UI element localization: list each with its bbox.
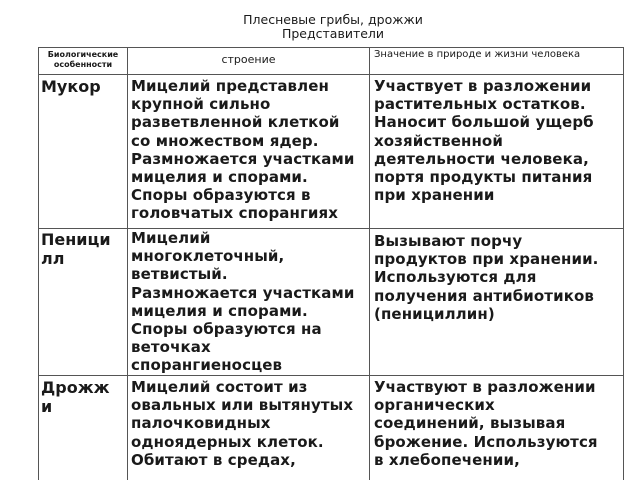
row-mucor-name bbox=[41, 77, 127, 227]
row-mucor-structure-line-3: разветвленной клеткой bbox=[131, 113, 340, 132]
header-role: Значение в природе и жизни человека bbox=[374, 49, 581, 60]
row-mucor-structure-line-5: Размножается участками bbox=[131, 149, 355, 168]
row-penicillium-structure-line-6: Споры образуются на bbox=[131, 320, 322, 339]
row-penicillium-structure bbox=[131, 229, 369, 375]
header-features bbox=[39, 50, 127, 74]
row-mucor-role-line-2: растительных остатков. bbox=[374, 95, 586, 114]
row-penicillium-role-line-4: получения антибиотиков bbox=[374, 286, 594, 305]
row-mucor-structure-line-4: со множеством ядер. bbox=[131, 131, 319, 150]
row-penicillium-role-line-2: продуктов при хранении. bbox=[374, 250, 599, 269]
row-yeast-role-line-2: органических bbox=[374, 396, 495, 415]
row-mucor-structure-line-8: головчатых спорангиях bbox=[131, 204, 339, 223]
row-penicillium-structure-line-3: ветвистый. bbox=[131, 265, 228, 284]
row-yeast-structure-line-5: Обитают в средах, bbox=[131, 450, 296, 469]
row-mucor-role-line-3: Наносит большой ущерб bbox=[374, 113, 594, 132]
row-yeast-name bbox=[41, 378, 127, 478]
row-mucor-structure-line-2: крупной сильно bbox=[131, 95, 271, 114]
row-yeast-role-line-3: соединений, вызывая bbox=[374, 414, 566, 433]
header-structure: строение bbox=[221, 53, 276, 66]
row-yeast-name-line-2: и bbox=[41, 397, 53, 416]
row-yeast-structure-line-3: палочковидных bbox=[131, 414, 271, 433]
title-line-1: Плесневые грибы, дрожжи bbox=[243, 12, 423, 27]
row-penicillium-structure-line-1: Мицелий bbox=[131, 229, 211, 247]
row-penicillium-role-line-1: Вызывают порчу bbox=[374, 232, 523, 250]
row-mucor-structure bbox=[131, 77, 369, 227]
comparison-table bbox=[38, 47, 624, 480]
row-mucor-role-line-7: при хранении bbox=[374, 186, 495, 205]
header-features-line-1: Биологические bbox=[47, 50, 119, 59]
row-penicillium-structure-line-8: спорангиеносцев bbox=[131, 356, 283, 375]
row-yeast-role-line-4: брожение. Используются bbox=[374, 432, 598, 451]
row-mucor-role bbox=[374, 77, 623, 227]
row-yeast-role-line-1: Участвуют в разложении bbox=[374, 378, 596, 396]
row-mucor-role-line-5: деятельности человека, bbox=[374, 149, 589, 168]
row-penicillium-name bbox=[41, 230, 127, 374]
row-mucor-role-line-6: портя продукты питания bbox=[374, 168, 593, 187]
row-mucor-structure-line-6: мицелия и спорами. bbox=[131, 168, 308, 187]
row-penicillium-structure-line-2: многоклеточный, bbox=[131, 247, 285, 266]
row-penicillium-name-line-2: лл bbox=[41, 249, 65, 268]
row-mucor-name-line-1: Мукор bbox=[41, 77, 101, 96]
row-penicillium-role bbox=[374, 232, 623, 372]
row-penicillium-structure-line-4: Размножается участками bbox=[131, 283, 355, 302]
row-penicillium-structure-line-7: веточках bbox=[131, 338, 211, 357]
row-yeast-role bbox=[374, 378, 623, 480]
row-mucor-structure-line-7: Споры образуются в bbox=[131, 186, 311, 205]
row-yeast-structure-line-1: Мицелий состоит из bbox=[131, 378, 308, 396]
page-title bbox=[0, 13, 640, 41]
row-penicillium-role-line-3: Используются для bbox=[374, 268, 537, 287]
row-yeast-name-line-1: Дрожж bbox=[41, 378, 110, 397]
header-features-line-2: особенности bbox=[53, 60, 113, 69]
title-line-2: Представители bbox=[281, 26, 385, 41]
row-yeast-structure-line-2: овальных или вытянутых bbox=[131, 396, 354, 415]
row-yeast-structure bbox=[131, 378, 369, 480]
row-mucor-role-line-1: Участвует в разложении bbox=[374, 77, 592, 95]
row-penicillium-role-line-5: (пенициллин) bbox=[374, 304, 495, 323]
row-mucor-structure-line-1: Мицелий представлен bbox=[131, 77, 329, 95]
row-penicillium-structure-line-5: мицелия и спорами. bbox=[131, 301, 308, 320]
row-penicillium-name-line-1: Пеници bbox=[41, 230, 111, 249]
row-mucor-role-line-4: хозяйственной bbox=[374, 131, 503, 150]
row-yeast-role-line-5: в хлебопечении, bbox=[374, 450, 520, 469]
row-yeast-structure-line-4: одноядерных клеток. bbox=[131, 432, 324, 451]
